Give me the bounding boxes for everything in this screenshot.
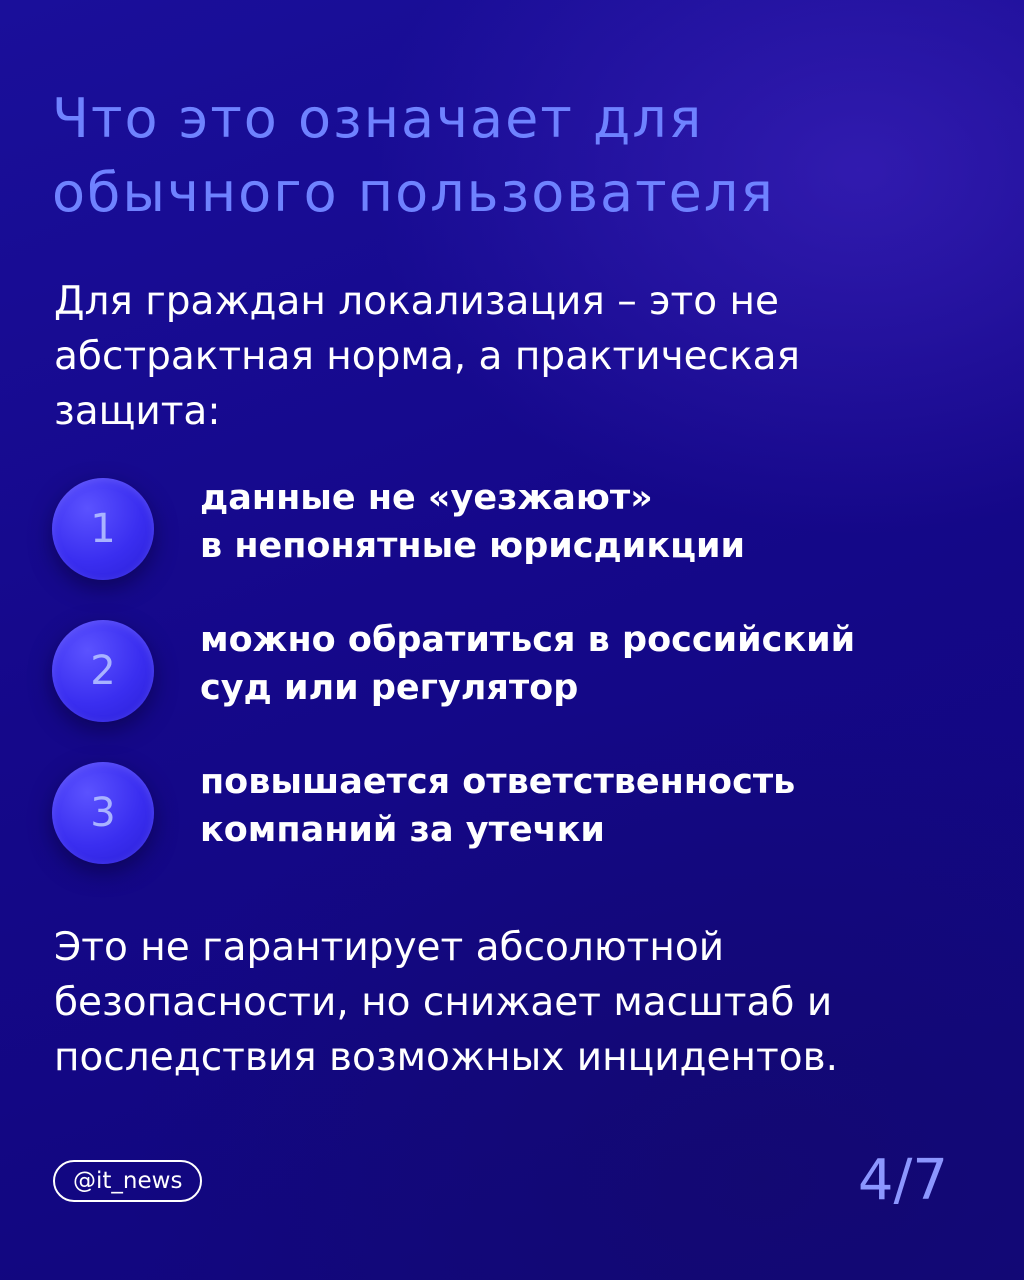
list-item-text: повышается ответственность компаний за утечки [200, 762, 796, 850]
number-badge [52, 620, 154, 722]
outro-paragraph: Это не гарантирует абсолютной безопасности, но снижает масштаб и последствия возможных инцидентов. [54, 925, 838, 1080]
number-badge-label: 2 [90, 648, 116, 694]
number-badge-label: 3 [90, 790, 116, 836]
list-item [52, 760, 982, 902]
points-list [52, 476, 982, 902]
list-item [52, 618, 982, 760]
intro-paragraph: Для граждан локализация – это не абстрактная норма, а практическая защита: [54, 279, 800, 434]
number-badge [52, 478, 154, 580]
page-indicator: 4/7 [857, 1148, 948, 1213]
slide-title-line-2: обычного пользователя [52, 161, 775, 224]
number-badge-label: 1 [90, 506, 116, 552]
channel-handle[interactable]: @it_news [53, 1160, 202, 1202]
list-item-text: данные не «уезжают» в непонятные юрисдикции [200, 478, 746, 566]
slide-title [52, 82, 992, 230]
list-item [52, 476, 982, 618]
number-badge [52, 762, 154, 864]
slide-title-line-1: Что это означает для [52, 87, 704, 150]
list-item-text: можно обратиться в российский суд или регулятор [200, 620, 856, 708]
